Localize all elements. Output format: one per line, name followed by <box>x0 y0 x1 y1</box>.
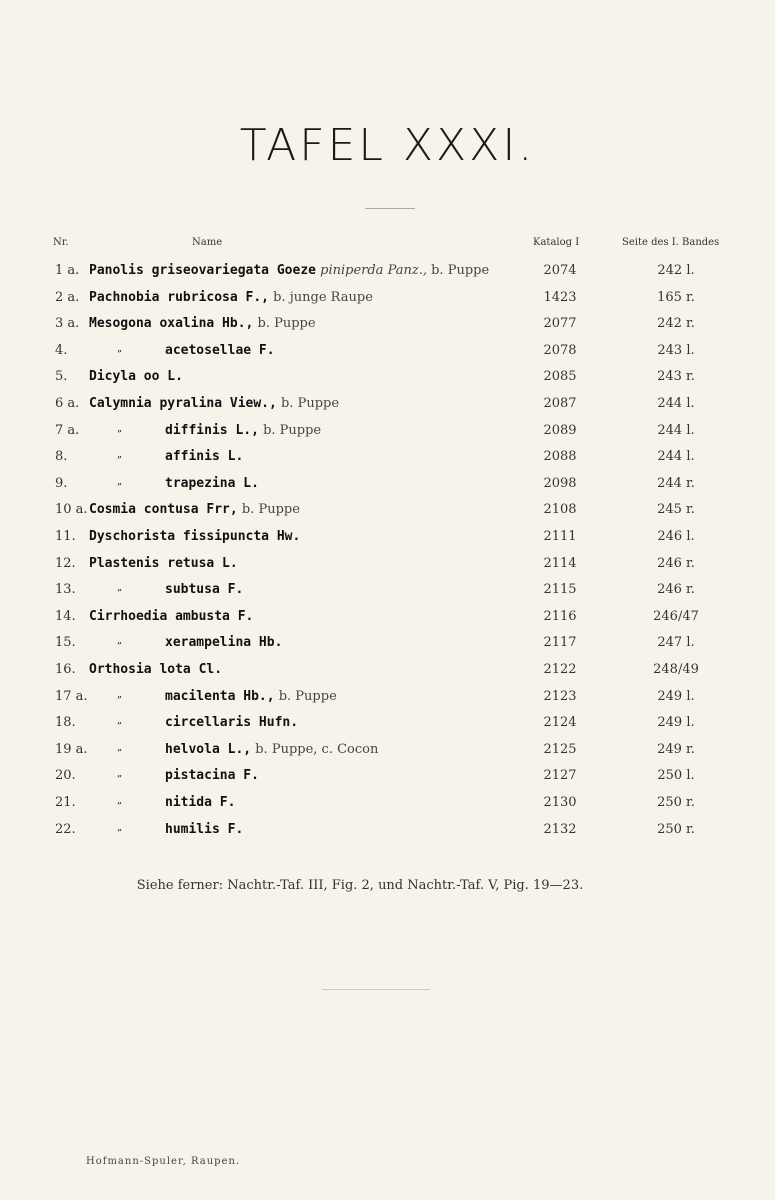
katalog-number: 2117 <box>543 635 577 651</box>
row-number: 20. <box>55 768 76 784</box>
page-reference: 242 r. <box>657 316 695 332</box>
ditto-mark: „ <box>117 795 123 806</box>
table-row <box>0 635 775 661</box>
footer-credit: Hofmann-Spuler, Raupen. <box>86 1156 241 1167</box>
row-number: 14. <box>55 608 76 624</box>
species-bold: Orthosia lota Cl. <box>89 662 223 677</box>
species-bold: Dicyla oo L. <box>89 369 183 385</box>
row-number: 15. <box>55 635 76 651</box>
species-bold: Dyschorista fissipuncta Hw. <box>89 529 301 544</box>
ditto-mark: „ <box>117 688 123 700</box>
page-reference: 244 l. <box>657 449 695 465</box>
header-seite: Seite des I. Bandes <box>622 237 720 248</box>
species-bold: humilis F. <box>165 821 244 837</box>
page-reference: 248/49 <box>653 662 699 677</box>
species-bold: subtusa F. <box>165 582 244 598</box>
table-row <box>0 449 775 475</box>
species-name <box>165 689 337 704</box>
species-name <box>89 263 489 278</box>
table-row <box>0 662 775 688</box>
table-row <box>0 556 775 582</box>
species-bold: xerampelina Hb. <box>165 635 283 651</box>
species-name <box>89 609 253 624</box>
table-row <box>0 742 775 768</box>
species-name <box>165 715 298 730</box>
species-name <box>165 582 243 597</box>
katalog-number: 2124 <box>543 715 577 731</box>
species-bold: Panolis griseovariegata Goeze <box>89 263 316 278</box>
row-number: 13. <box>55 582 76 598</box>
species-name <box>165 635 282 650</box>
ditto-mark: „ <box>117 422 123 434</box>
katalog-number: 2108 <box>543 502 577 518</box>
species-name <box>165 795 235 810</box>
species-bold: Cosmia contusa Frr, <box>89 502 238 518</box>
species-stage: b. junge Raupe <box>273 289 373 305</box>
table-row <box>0 423 775 449</box>
table-row <box>0 396 775 422</box>
ditto-mark: „ <box>117 715 123 727</box>
katalog-number: 2116 <box>543 608 577 624</box>
header-katalog: Katalog I <box>533 237 580 248</box>
table-row <box>0 290 775 316</box>
page-reference: 250 r. <box>657 795 695 810</box>
species-name <box>89 290 373 305</box>
page-reference: 243 l. <box>657 342 695 358</box>
row-number: 11. <box>55 529 76 544</box>
species-bold: affinis L. <box>165 449 244 465</box>
species-bold: helvola L., <box>165 741 252 757</box>
species-bold: Mesogona oxalina Hb., <box>89 316 254 332</box>
page-reference: 246/47 <box>653 608 699 624</box>
page-reference: 250 r. <box>657 821 695 837</box>
species-stage: b. Puppe <box>241 502 300 518</box>
katalog-number: 2089 <box>543 422 577 438</box>
species-name <box>89 529 300 544</box>
katalog-number: 2125 <box>543 741 577 757</box>
page-reference: 249 r. <box>657 741 695 757</box>
species-bold: Calymnia pyralina View., <box>89 396 277 411</box>
katalog-number: 2077 <box>543 316 577 332</box>
species-name <box>89 369 183 384</box>
page-reference: 245 r. <box>657 502 695 518</box>
page-reference: 246 r. <box>657 555 695 571</box>
row-number: 8. <box>55 449 68 465</box>
row-number: 3 a. <box>55 316 80 332</box>
species-name <box>89 316 316 331</box>
page-reference: 244 l. <box>657 422 695 438</box>
ditto-mark: „ <box>117 582 123 594</box>
table-row <box>0 529 775 555</box>
katalog-number: 2122 <box>543 662 577 677</box>
species-bold: Pachnobia rubricosa F., <box>89 289 270 305</box>
species-name <box>165 449 243 464</box>
see-also-note: Siehe ferner: Nachtr.-Taf. III, Fig. 2, und Nachtr.-Taf. V, Pig. 19—23. <box>136 878 584 893</box>
katalog-number: 2130 <box>543 795 577 810</box>
species-bold: Cirrhoedia ambusta F. <box>89 608 254 624</box>
species-name <box>165 768 259 783</box>
species-stage: b. Puppe <box>431 263 490 278</box>
row-number: 16. <box>55 662 76 677</box>
species-name <box>165 476 259 491</box>
species-name <box>89 556 238 571</box>
katalog-number: 2074 <box>543 263 577 278</box>
species-bold: macilenta Hb., <box>165 688 275 704</box>
page-reference: 242 l. <box>657 263 695 278</box>
row-number: 4. <box>55 342 68 358</box>
table-row <box>0 502 775 528</box>
table-row <box>0 343 775 369</box>
katalog-number: 2115 <box>543 582 577 598</box>
katalog-number: 1423 <box>543 289 577 305</box>
katalog-number: 2098 <box>543 475 577 491</box>
katalog-number: 2114 <box>543 555 577 571</box>
species-name <box>165 343 275 358</box>
table-row <box>0 582 775 608</box>
table-row <box>0 768 775 794</box>
row-number: 19 a. <box>55 741 88 757</box>
species-stage: b. Puppe <box>257 316 316 332</box>
katalog-number: 2127 <box>543 768 577 784</box>
row-number: 9. <box>55 475 68 491</box>
row-number: 12. <box>55 555 76 571</box>
species-synonym: piniperda Panz., <box>320 263 427 278</box>
species-bold: diffinis L., <box>165 422 259 438</box>
species-name <box>89 396 339 411</box>
katalog-number: 2078 <box>543 342 577 358</box>
species-stage: b. Puppe, c. Cocon <box>255 741 379 757</box>
bottom-divider <box>322 989 430 990</box>
species-bold: pistacina F. <box>165 768 259 784</box>
species-stage: b. Puppe <box>278 688 337 704</box>
katalog-number: 2087 <box>543 396 577 411</box>
ditto-mark: „ <box>117 635 123 647</box>
header-name: Name <box>192 237 223 248</box>
species-bold: acetosellae F. <box>165 342 275 358</box>
species-bold: circellaris Hufn. <box>165 715 299 731</box>
table-row <box>0 822 775 848</box>
ditto-mark: „ <box>117 449 123 461</box>
ditto-mark: „ <box>117 768 123 780</box>
species-name <box>165 822 243 837</box>
table-row <box>0 609 775 635</box>
table-row <box>0 795 775 821</box>
row-number: 18. <box>55 715 76 731</box>
header-nr: Nr. <box>53 237 69 248</box>
species-name <box>89 502 300 517</box>
row-number: 5. <box>55 369 68 385</box>
row-number: 21. <box>55 795 76 810</box>
page-title: TAFEL XXXI. <box>239 120 536 171</box>
table-row <box>0 715 775 741</box>
title-divider <box>365 208 415 209</box>
katalog-number: 2123 <box>543 688 577 704</box>
table-row <box>0 476 775 502</box>
row-number: 17 a. <box>55 688 88 704</box>
species-bold: Plastenis retusa L. <box>89 555 238 571</box>
row-number: 6 a. <box>55 396 80 411</box>
table-row <box>0 689 775 715</box>
page-reference: 249 l. <box>657 715 695 731</box>
ditto-mark: „ <box>117 342 123 354</box>
katalog-number: 2111 <box>543 529 577 544</box>
species-stage: b. Puppe <box>280 396 340 411</box>
ditto-mark: „ <box>117 475 123 487</box>
row-number: 10 a. <box>55 502 88 518</box>
page-reference: 244 l. <box>657 396 695 411</box>
katalog-number: 2132 <box>543 821 577 837</box>
species-name <box>165 742 378 757</box>
katalog-number: 2085 <box>543 369 577 385</box>
row-number: 2 a. <box>55 289 80 305</box>
katalog-number: 2088 <box>543 449 577 465</box>
species-name <box>89 662 222 677</box>
ditto-mark: „ <box>117 821 123 833</box>
page-reference: 249 l. <box>657 688 695 704</box>
page-reference: 243 r. <box>657 369 695 385</box>
page-reference: 244 r. <box>657 475 695 491</box>
page-reference: 165 r. <box>657 289 695 305</box>
species-bold: trapezina L. <box>165 475 259 491</box>
page-reference: 247 l. <box>657 635 695 651</box>
species-stage: b. Puppe <box>263 422 322 438</box>
row-number: 7 a. <box>55 422 80 438</box>
row-number: 22. <box>55 821 76 837</box>
species-bold: nitida F. <box>165 795 236 810</box>
table-row <box>0 316 775 342</box>
species-name <box>165 423 321 438</box>
page-reference: 246 r. <box>657 582 695 598</box>
ditto-mark: „ <box>117 741 123 753</box>
page-reference: 246 l. <box>657 529 695 544</box>
table-row <box>0 263 775 289</box>
row-number: 1 a. <box>55 263 80 278</box>
table-row <box>0 369 775 395</box>
page-reference: 250 l. <box>657 768 695 784</box>
